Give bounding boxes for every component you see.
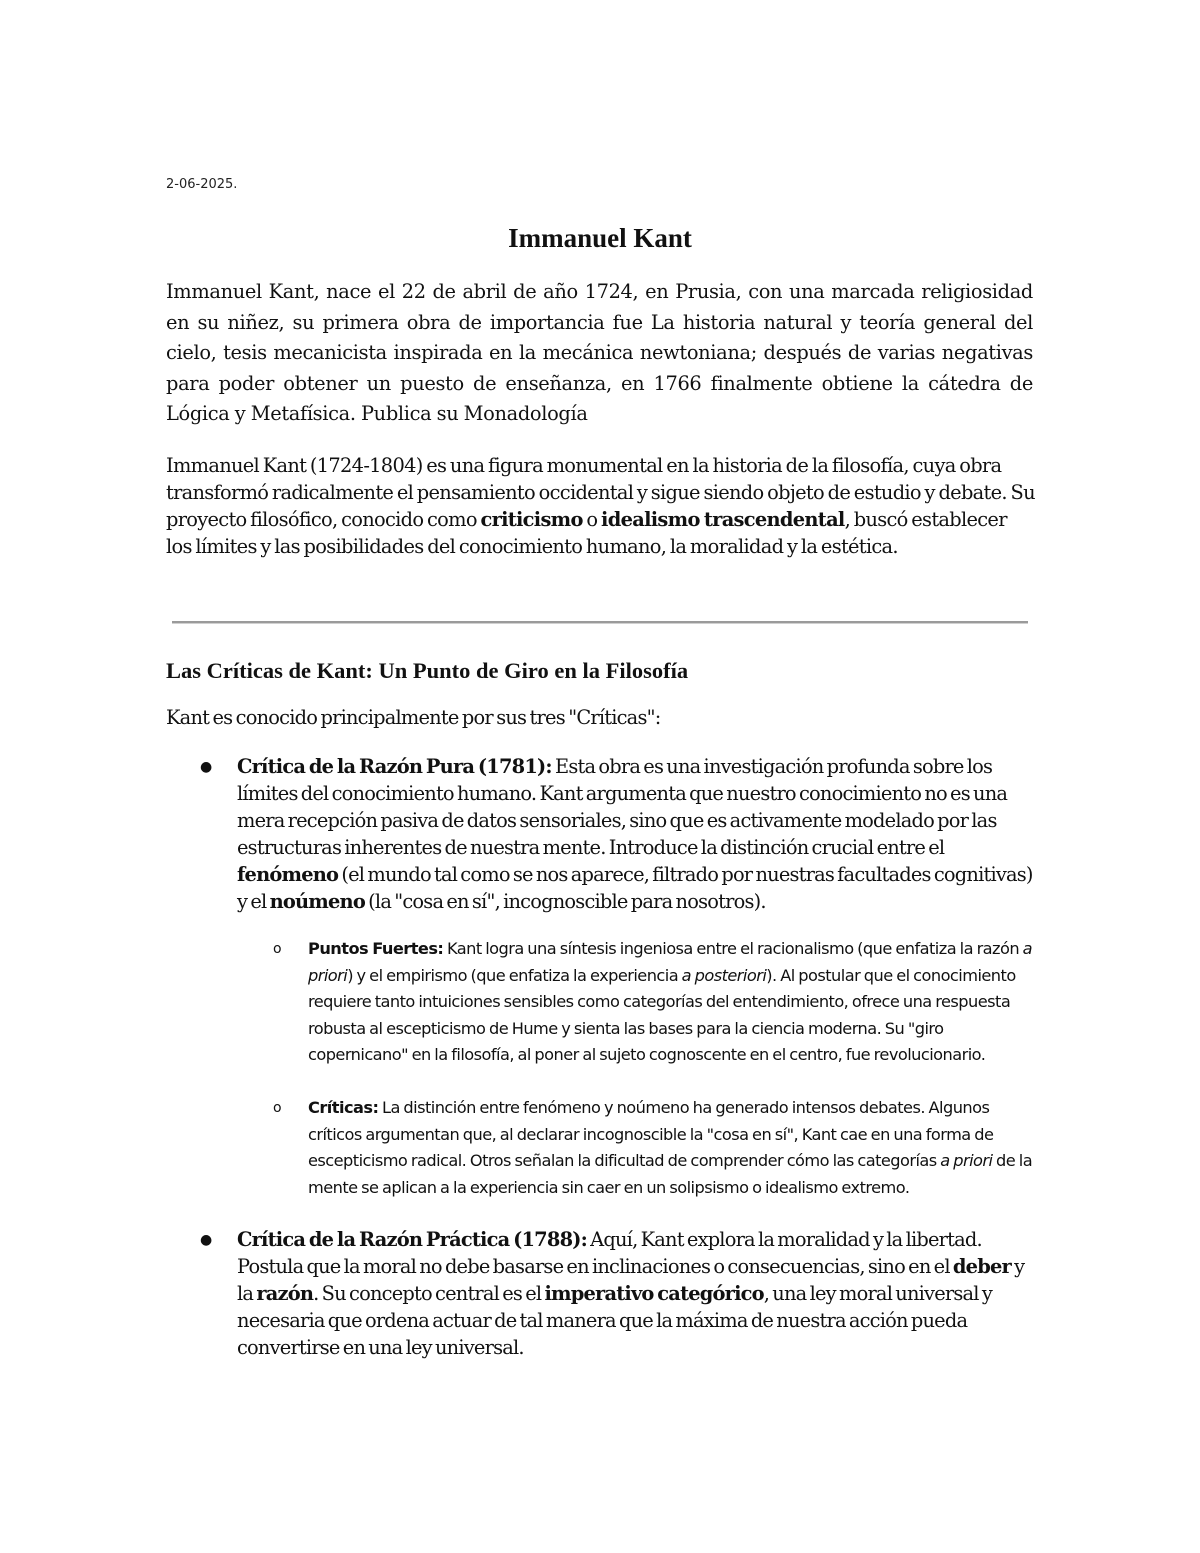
critica-practica-text-3: . Su concepto central es el xyxy=(313,1281,545,1305)
sub-item-puntos-fuertes xyxy=(308,936,1038,1069)
biography-paragraph: Immanuel Kant, nace el 22 de abril de año 1724, en Prusia, con una marcada religiosidad en su niñez, su primera obra de importancia fue La historia natural y teoría general del cielo, tesis mecanicista inspirada en la mecánica newtoniana; después de varias negativas para poder obtener un puesto de enseñanza, en 1766 finalmente obtiene la cátedra de Lógica y Metafísica. Publica su Monadología xyxy=(166,280,1033,426)
bullet-icon: ● xyxy=(200,1232,213,1248)
puntos-fuertes-text-1: Kant logra una síntesis ingeniosa entre el racionalismo (que enfatiza la razón xyxy=(443,939,1023,958)
critica-practica-text-2: y la xyxy=(237,1254,1025,1305)
critica-pura-label: Crítica de la Razón Pura (1781): xyxy=(237,755,552,778)
term-criticismo: criticismo xyxy=(480,508,583,531)
term-razon: razón xyxy=(256,1281,314,1305)
horizontal-divider xyxy=(172,621,1028,624)
critica-pura-text-3: (la "cosa en sí", incognoscible para nosotros). xyxy=(364,889,766,913)
section-heading: Las Críticas de Kant: Un Punto de Giro en la Filosofía xyxy=(166,658,689,683)
term-imperativo-categorico: imperativo categórico xyxy=(544,1281,764,1305)
puntos-fuertes-text-2: ) y el empirismo (que enfatiza la experiencia xyxy=(347,965,682,985)
sub-bullet-icon: o xyxy=(273,941,282,957)
criticas-label: Críticas: xyxy=(308,1098,379,1117)
overview-text-1: Immanuel Kant (1724-1804) es una figura monumental en la historia de la filosofía, cuya obra transformó radicalmente el pensamiento occidental y sigue siendo objeto de estudio y debate. Su proyecto filosófico, conocido como xyxy=(166,454,1035,531)
list-item-critica-razon-practica xyxy=(237,1227,1037,1362)
term-deber: deber xyxy=(952,1254,1011,1278)
bullet-icon: ● xyxy=(200,759,213,775)
overview-paragraph xyxy=(166,452,1036,560)
term-a-posteriori: a posteriori xyxy=(681,965,767,985)
puntos-fuertes-text-3: ). Al postular que el conocimiento requiere tanto intuiciones sensibles como categorías del entendimiento, ofrece una respuesta robusta al escepticismo de Hume y sienta las bases para la ciencia moderna. Su "giro copernicano" en la filosofía, al poner al sujeto cognoscente en el centro, fue revolucionario. xyxy=(308,965,1016,1064)
document-title: Immanuel Kant xyxy=(508,223,692,253)
critica-pura-text-2: (el mundo tal como se nos aparece, filtrado por nuestras facultades cognitivas) y el xyxy=(237,862,1033,913)
overview-text-3: , buscó establecer los límites y las posibilidades del conocimiento humano, la moralidad y la estética. xyxy=(166,508,1007,558)
critica-practica-text-4: , una ley moral universal y necesaria que ordena actuar de tal manera que la máxima de nuestra acción pueda convertirse en una ley universal. xyxy=(237,1281,992,1359)
critica-practica-label: Crítica de la Razón Práctica (1788): xyxy=(237,1228,587,1251)
term-fenomeno: fenómeno xyxy=(237,862,339,886)
term-noumeno: noúmeno xyxy=(269,889,365,913)
critica-pura-text-1: Esta obra es una investigación profunda sobre los límites del conocimiento humano. Kant argumenta que nuestro conocimiento no es una mera recepción pasiva de datos sensoriales, sino que es activamente modelado por las estructuras inherentes de nuestra mente. Introduce la distinción crucial entre el xyxy=(237,755,1008,859)
puntos-fuertes-label: Puntos Fuertes: xyxy=(308,939,444,958)
document-date: 2-06-2025. xyxy=(166,177,238,192)
term-a-priori: a priori xyxy=(308,939,1033,985)
list-item-critica-razon-pura xyxy=(237,754,1037,915)
sub-bullet-icon: o xyxy=(273,1100,282,1116)
sub-item-criticas xyxy=(308,1095,1038,1201)
critica-practica-text-1: Aquí, Kant explora la moralidad y la libertad. Postula que la moral no debe basarse en inclinaciones o consecuencias, sino en el xyxy=(237,1228,982,1278)
term-a-priori: a priori xyxy=(940,1151,993,1170)
section-intro: Kant es conocido principalmente por sus tres "Críticas": xyxy=(166,706,661,729)
criticas-text-2: de la mente se aplican a la experiencia sin caer en un solipsismo o idealismo extremo. xyxy=(308,1151,1033,1197)
overview-text-2: o xyxy=(582,508,602,531)
term-idealismo-trascendental: idealismo trascendental xyxy=(601,508,845,531)
criticas-text-1: La distinción entre fenómeno y noúmeno ha generado intensos debates. Algunos críticos argumentan que, al declarar incognoscible la "cosa en sí", Kant cae en una forma de escepticismo radical. Otros señalan la dificultad de comprender cómo las categorías xyxy=(308,1098,994,1170)
